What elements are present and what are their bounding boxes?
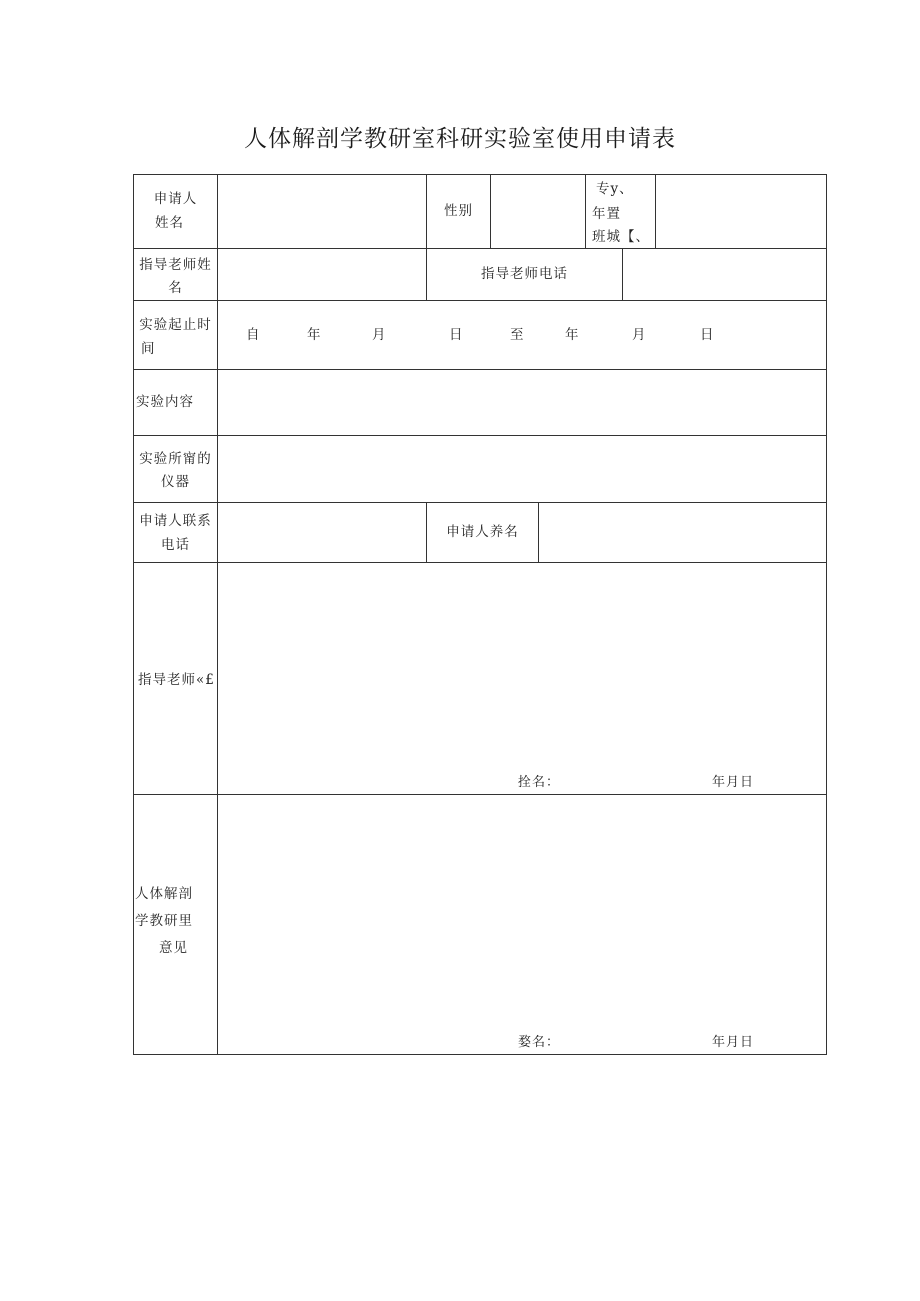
advisor-opinion-label-cell [133, 562, 218, 795]
time-end-day-char: 日 [700, 327, 715, 343]
major-grade-class-label-cell [585, 174, 656, 249]
applicant-contact-label-line1: 申请人联系 [139, 513, 212, 529]
major-label-line1: 专y、 [596, 181, 634, 197]
major-label-line2: 年置 [592, 206, 621, 222]
advisor-name-field[interactable] [217, 248, 427, 301]
time-start-year-char: 年 [307, 327, 322, 343]
department-sign-label: 婺名： [518, 1035, 561, 1050]
department-opinion-field[interactable] [217, 794, 827, 1055]
advisor-sign-label: 拴名： [518, 775, 561, 790]
advisor-name-label-line2: 名 [168, 280, 183, 296]
advisor-date-label: 年月日 [712, 775, 755, 790]
gender-field[interactable] [490, 174, 586, 249]
applicant-name-label-line1: 申请人 [153, 191, 198, 207]
instruments-label-line1: 实验所甯的 [139, 451, 212, 467]
gender-label-cell [426, 174, 491, 249]
applicant-contact-field[interactable] [217, 502, 427, 563]
department-opinion-label-line1: 人体解剖 [135, 886, 193, 902]
experiment-time-label-line1: 实验起止时 [139, 317, 212, 333]
gender-label: 性别 [444, 203, 473, 219]
applicant-contact-label-line2: 电话 [161, 537, 190, 553]
applicant-name-field[interactable] [217, 174, 427, 249]
instruments-label-cell [133, 435, 218, 503]
applicant-signature-label-cell [426, 502, 539, 563]
applicant-contact-label-cell [133, 502, 218, 563]
advisor-opinion-label: 指导老师«£ [138, 672, 215, 688]
department-date-label: 年月日 [712, 1035, 755, 1050]
advisor-phone-label: 指导老师电话 [481, 266, 568, 282]
advisor-opinion-field[interactable] [217, 562, 827, 795]
time-start-month-char: 月 [372, 327, 387, 343]
department-opinion-label-line3: 意见 [159, 940, 188, 956]
applicant-name-label-line2: 姓名 [155, 215, 184, 231]
experiment-content-label-cell [133, 369, 218, 436]
advisor-name-label-cell [133, 248, 218, 301]
instruments-label-line2: 仪器 [161, 474, 190, 490]
instruments-field[interactable] [217, 435, 827, 503]
advisor-name-label-line1: 指导老师姓 [139, 257, 212, 273]
applicant-signature-label: 申请人养名 [446, 524, 519, 540]
department-opinion-label-cell [133, 794, 218, 1055]
time-end-year-char: 年 [565, 327, 580, 343]
advisor-phone-label-cell [426, 248, 623, 301]
page-title: 人体解剖学教研室科研实验室使用申请表 [244, 126, 676, 152]
experiment-time-label-line2: 间 [141, 341, 156, 357]
experiment-content-field[interactable] [217, 369, 827, 436]
advisor-phone-field[interactable] [622, 248, 827, 301]
applicant-signature-field[interactable] [538, 502, 827, 563]
time-to-char: 至 [510, 327, 525, 343]
experiment-time-label-cell [133, 300, 218, 370]
major-label-line3: 班城【、 [592, 229, 650, 245]
major-grade-class-field[interactable] [655, 174, 827, 249]
experiment-time-field[interactable] [217, 300, 827, 370]
applicant-name-label-cell [133, 174, 218, 249]
time-from-char: 自 [246, 327, 261, 343]
department-opinion-label-line2: 学教研里 [135, 913, 193, 929]
time-start-day-char: 日 [449, 327, 464, 343]
time-end-month-char: 月 [632, 327, 647, 343]
experiment-content-label: 实验内容 [136, 394, 194, 410]
